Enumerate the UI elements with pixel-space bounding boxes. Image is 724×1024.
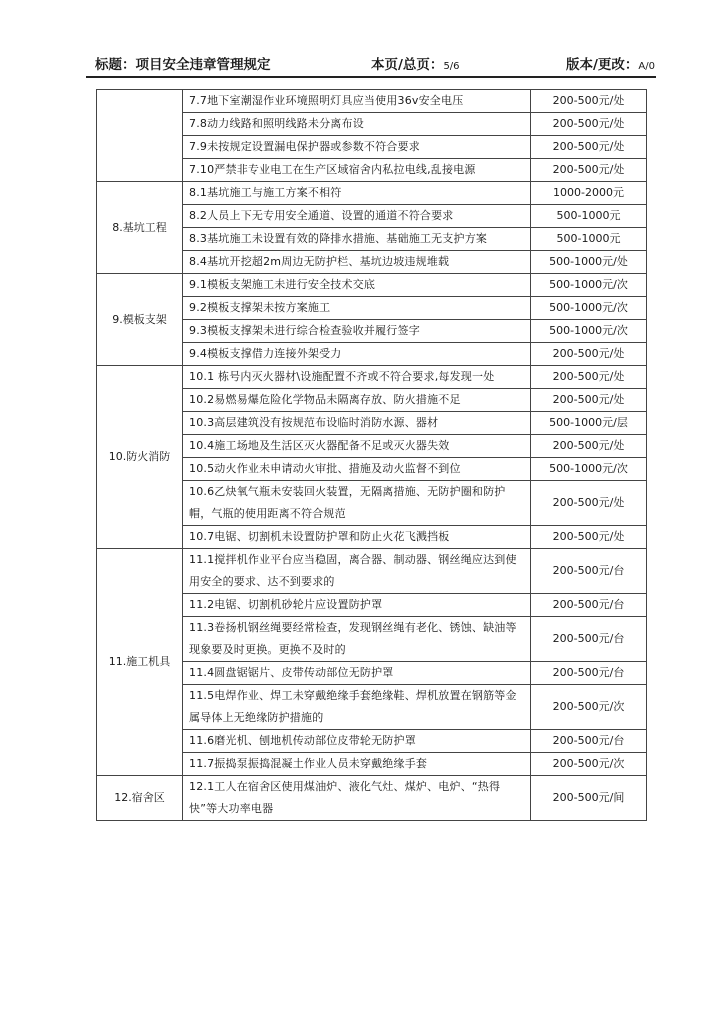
violation-item-cell: 8.2人员上下无专用安全通道、设置的通道不符合要求 bbox=[183, 205, 531, 228]
fine-amount-cell: 1000-2000元 bbox=[531, 182, 647, 205]
fine-amount-cell: 200-500元/次 bbox=[531, 685, 647, 730]
violation-item-cell: 10.5动火作业未申请动火审批、措施及动火监督不到位 bbox=[183, 458, 531, 481]
violation-item-cell: 11.1搅拌机作业平台应当稳固，离合器、制动器、钢丝绳应达到使用安全的要求、达不到要求的 bbox=[183, 549, 531, 594]
fine-amount-cell: 500-1000元/处 bbox=[531, 251, 647, 274]
category-cell: 10.防火消防 bbox=[97, 366, 183, 549]
violation-item-cell: 11.5电焊作业、焊工未穿戴绝缘手套绝缘鞋、焊机放置在钢筋等金属导体上无绝缘防护措施的 bbox=[183, 685, 531, 730]
violation-item-cell: 10.7电锯、切割机未设置防护罩和防止火花飞溅挡板 bbox=[183, 526, 531, 549]
category-cell: 9.模板支架 bbox=[97, 274, 183, 366]
page-header bbox=[95, 48, 655, 76]
violation-item-cell: 7.10严禁非专业电工在生产区域宿舍内私拉电线,乱接电源 bbox=[183, 159, 531, 182]
fine-amount-cell: 500-1000元 bbox=[531, 205, 647, 228]
fine-amount-cell: 200-500元/台 bbox=[531, 617, 647, 662]
fine-amount-cell: 200-500元/处 bbox=[531, 481, 647, 526]
violation-item-cell: 10.4施工场地及生活区灭火器配备不足或灭火器失效 bbox=[183, 435, 531, 458]
fine-amount-cell: 200-500元/处 bbox=[531, 113, 647, 136]
violation-penalty-table bbox=[96, 89, 647, 821]
page-indicator bbox=[371, 53, 460, 73]
fine-amount-cell: 500-1000元/次 bbox=[531, 458, 647, 481]
fine-amount-cell: 200-500元/台 bbox=[531, 662, 647, 685]
violation-item-cell: 9.4模板支撑借力连接外架受力 bbox=[183, 343, 531, 366]
table-row bbox=[97, 182, 647, 205]
fine-amount-cell: 200-500元/处 bbox=[531, 343, 647, 366]
violation-item-cell: 8.3基坑施工未设置有效的降排水措施、基础施工无支护方案 bbox=[183, 228, 531, 251]
violation-item-cell: 11.3卷扬机钢丝绳要经常检查，发现钢丝绳有老化、锈蚀、缺油等现象要及时更换。更换不及时的 bbox=[183, 617, 531, 662]
violation-item-cell: 11.4圆盘锯锯片、皮带传动部位无防护罩 bbox=[183, 662, 531, 685]
fine-amount-cell: 200-500元/台 bbox=[531, 594, 647, 617]
version-indicator bbox=[566, 53, 655, 73]
violation-item-cell: 11.7振捣泵振捣混凝土作业人员未穿戴绝缘手套 bbox=[183, 753, 531, 776]
header-rule bbox=[86, 76, 656, 78]
fine-amount-cell: 500-1000元 bbox=[531, 228, 647, 251]
fine-amount-cell: 200-500元/处 bbox=[531, 159, 647, 182]
page-label: 本页/总页： bbox=[371, 57, 444, 73]
fine-amount-cell: 500-1000元/次 bbox=[531, 274, 647, 297]
fine-amount-cell: 200-500元/台 bbox=[531, 730, 647, 753]
violation-item-cell: 7.9未按规定设置漏电保护器或参数不符合要求 bbox=[183, 136, 531, 159]
fine-amount-cell: 200-500元/处 bbox=[531, 136, 647, 159]
violation-item-cell: 10.2易燃易爆危险化学物品未隔离存放、防火措施不足 bbox=[183, 389, 531, 412]
document-title: 标题：项目安全违章管理规定 bbox=[95, 57, 271, 73]
violation-item-cell: 10.3高层建筑没有按规范布设临时消防水源、器材 bbox=[183, 412, 531, 435]
table-row bbox=[97, 366, 647, 389]
violation-item-cell: 7.8动力线路和照明线路未分离布设 bbox=[183, 113, 531, 136]
violation-item-cell: 9.1模板支架施工未进行安全技术交底 bbox=[183, 274, 531, 297]
fine-amount-cell: 200-500元/间 bbox=[531, 776, 647, 821]
fine-amount-cell: 200-500元/处 bbox=[531, 366, 647, 389]
fine-amount-cell: 200-500元/处 bbox=[531, 435, 647, 458]
fine-amount-cell: 200-500元/处 bbox=[531, 389, 647, 412]
fine-amount-cell: 500-1000元/次 bbox=[531, 297, 647, 320]
violation-item-cell: 8.4基坑开挖超2m周边无防护栏、基坑边坡违规堆载 bbox=[183, 251, 531, 274]
page-number: 5/6 bbox=[443, 61, 460, 72]
table-row bbox=[97, 274, 647, 297]
version-label: 版本/更改： bbox=[565, 57, 639, 73]
category-cell: 12.宿舍区 bbox=[97, 776, 183, 821]
fine-amount-cell: 200-500元/处 bbox=[531, 90, 647, 113]
fine-amount-cell: 500-1000元/层 bbox=[531, 412, 647, 435]
category-cell: 11.施工机具 bbox=[97, 549, 183, 776]
version-number: A/0 bbox=[638, 61, 655, 72]
violation-item-cell: 7.7地下室潮湿作业环境照明灯具应当使用36v安全电压 bbox=[183, 90, 531, 113]
table-row bbox=[97, 549, 647, 594]
category-cell bbox=[97, 90, 183, 182]
violation-item-cell: 8.1基坑施工与施工方案不相符 bbox=[183, 182, 531, 205]
violation-item-cell: 9.2模板支撑架未按方案施工 bbox=[183, 297, 531, 320]
table-row bbox=[97, 90, 647, 113]
category-cell: 8.基坑工程 bbox=[97, 182, 183, 274]
fine-amount-cell: 500-1000元/次 bbox=[531, 320, 647, 343]
violation-item-cell: 11.2电锯、切割机砂轮片应设置防护罩 bbox=[183, 594, 531, 617]
fine-amount-cell: 200-500元/台 bbox=[531, 549, 647, 594]
violation-item-cell: 12.1工人在宿舍区使用煤油炉、液化气灶、煤炉、电炉、“热得快”等大功率电器 bbox=[183, 776, 531, 821]
fine-amount-cell: 200-500元/处 bbox=[531, 526, 647, 549]
violation-item-cell: 11.6磨光机、刨地机传动部位皮带轮无防护罩 bbox=[183, 730, 531, 753]
violation-item-cell: 9.3模板支撑架未进行综合检查验收并履行签字 bbox=[183, 320, 531, 343]
violation-item-cell: 10.6乙炔氧气瓶未安装回火装置，无隔离措施、无防护圈和防护帽，气瓶的使用距离不符合规范 bbox=[183, 481, 531, 526]
violation-item-cell: 10.1 栋号内灭火器材\设施配置不齐或不符合要求,每发现一处 bbox=[183, 366, 531, 389]
fine-amount-cell: 200-500元/次 bbox=[531, 753, 647, 776]
table-row bbox=[97, 776, 647, 821]
